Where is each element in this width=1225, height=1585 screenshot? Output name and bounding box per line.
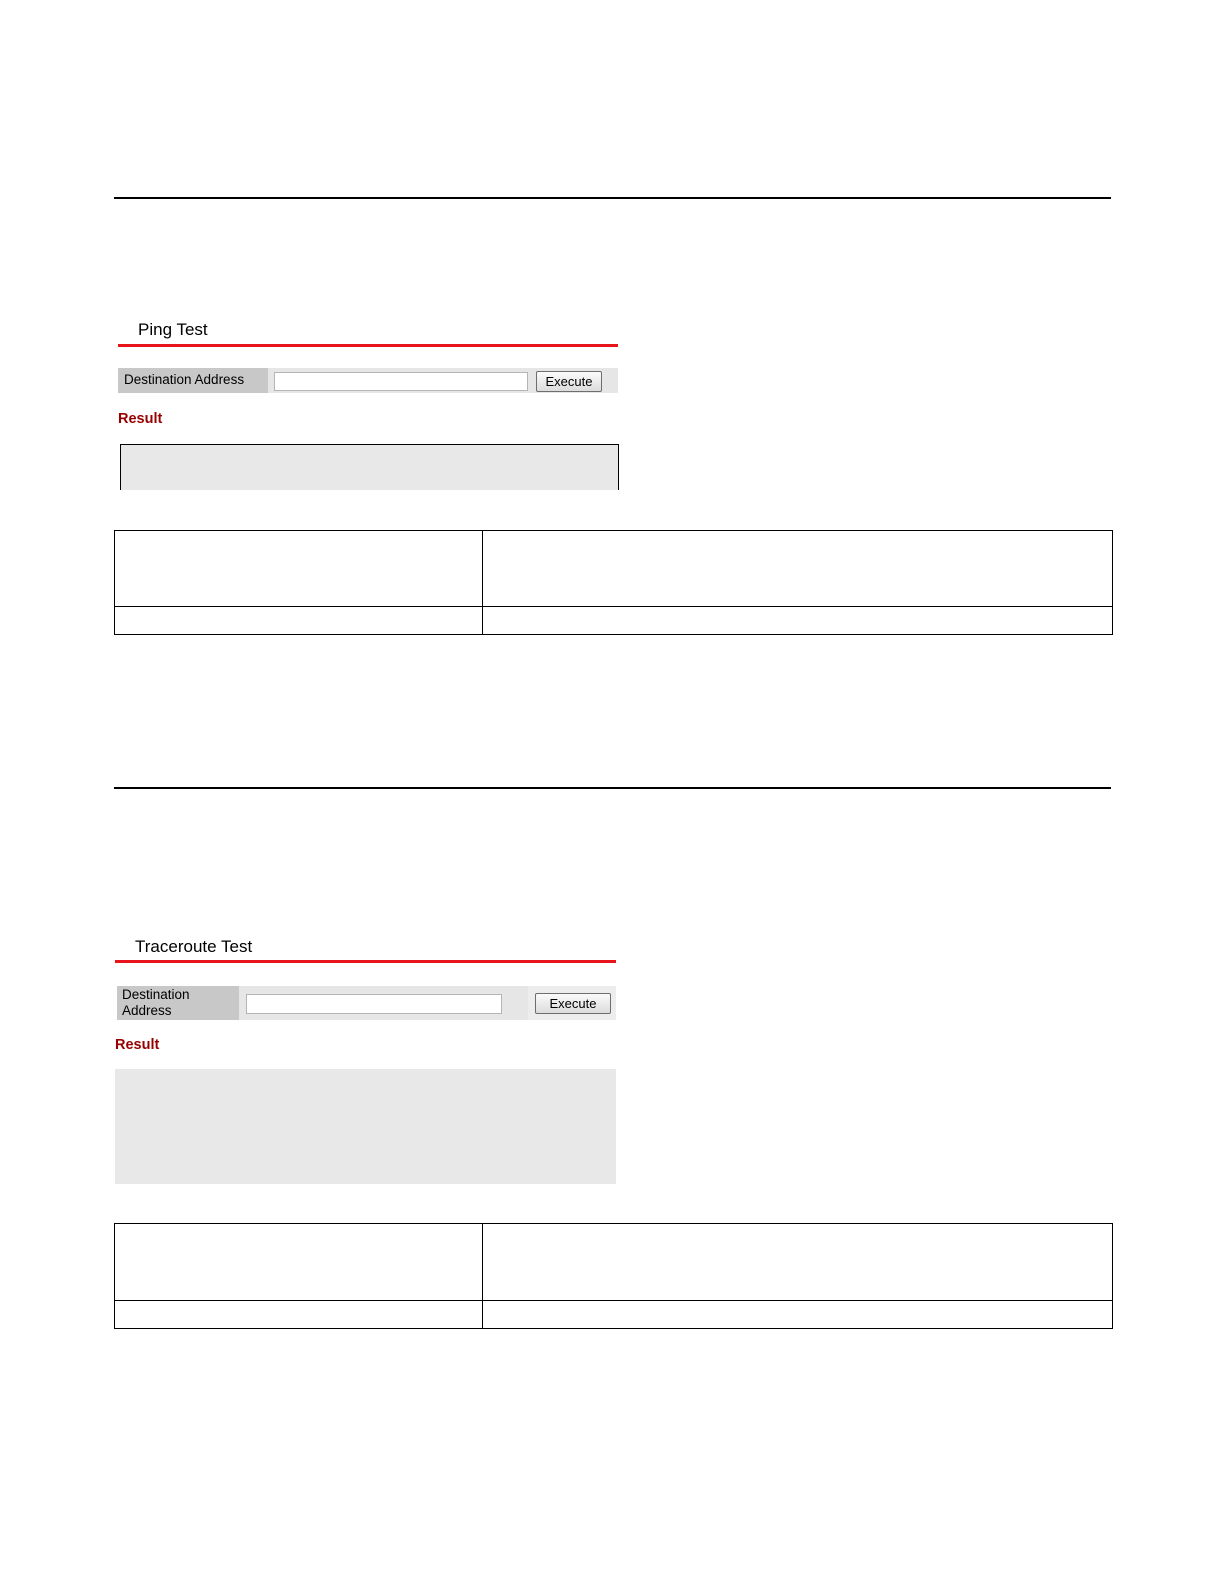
ping-description-table [114,530,1113,635]
table-cell [115,1301,483,1329]
table-row [115,1224,1113,1301]
traceroute-test-title: Traceroute Test [135,937,253,956]
table-cell [483,1224,1113,1301]
table-cell [483,531,1113,607]
traceroute-test-title-underline [115,960,616,963]
traceroute-result-label: Result [115,1037,160,1053]
ping-result-box [120,444,619,490]
traceroute-description-table [114,1223,1113,1329]
ping-destination-input[interactable] [274,372,528,391]
table-cell [115,607,483,635]
traceroute-execute-button[interactable]: Execute [535,993,611,1014]
ping-execute-button[interactable]: Execute [536,371,602,392]
traceroute-destination-input[interactable] [246,994,502,1014]
ping-test-title: Ping Test [138,320,208,339]
traceroute-result-box [115,1069,616,1184]
table-row [115,531,1113,607]
table-row [115,1301,1113,1329]
ping-result-label: Result [118,411,163,427]
ping-test-title-underline [118,344,618,347]
table-cell [115,531,483,607]
ping-destination-row [118,368,618,393]
table-cell [483,1301,1113,1329]
traceroute-destination-row [117,986,616,1020]
table-row [115,607,1113,635]
section-divider-top [114,197,1111,199]
traceroute-destination-label: Destination Address [117,986,239,1020]
traceroute-test-panel [115,934,616,1184]
ping-test-panel [118,318,618,490]
table-cell [483,607,1113,635]
ping-destination-label: Destination Address [118,368,268,393]
table-cell [115,1224,483,1301]
section-divider-middle [114,787,1111,789]
